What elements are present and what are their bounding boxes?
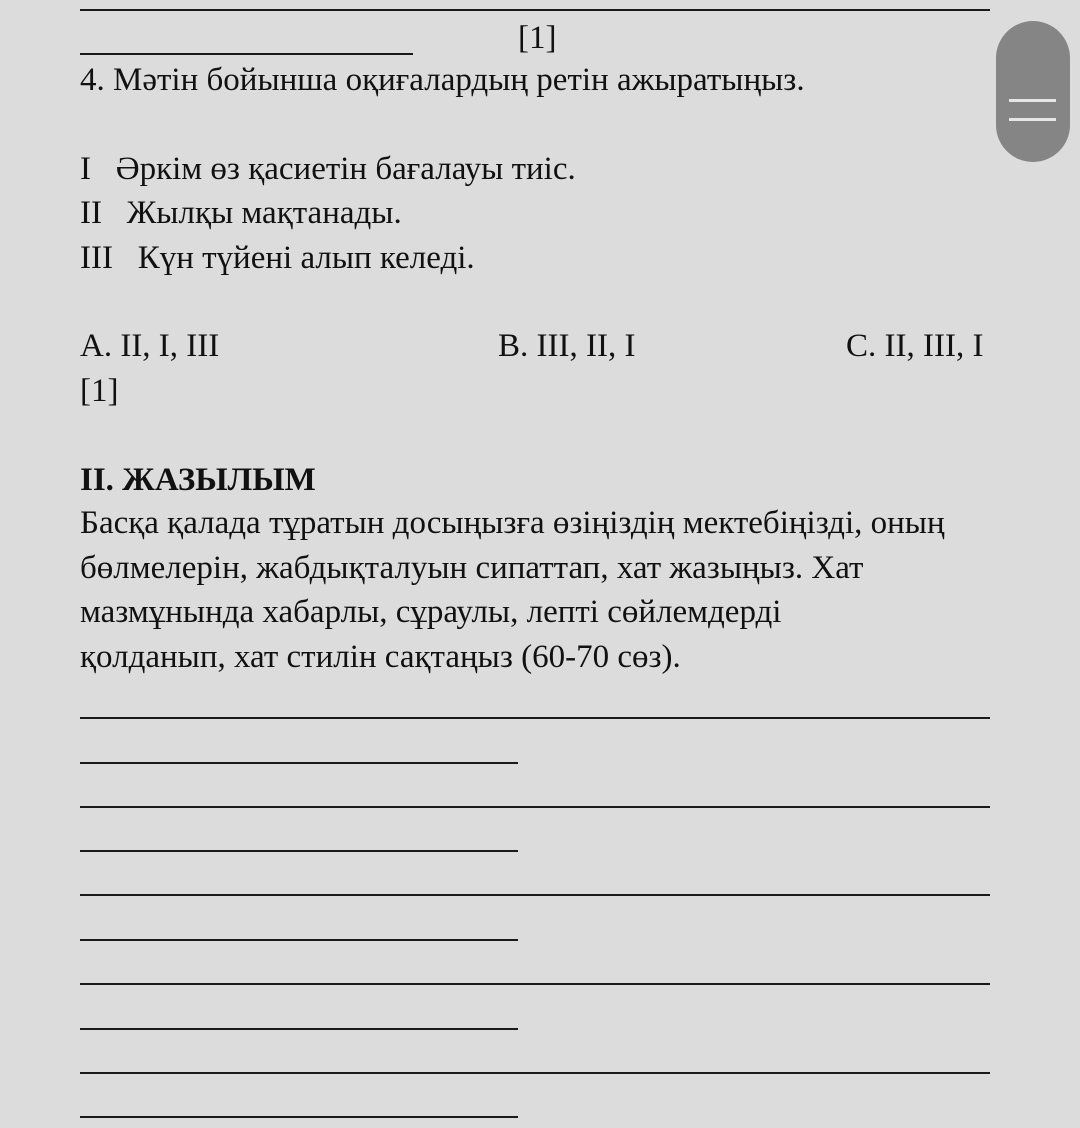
answer-line-short[interactable] — [80, 850, 518, 852]
answer-line-short[interactable] — [80, 762, 518, 764]
score-mark-q4: [1] — [80, 373, 119, 409]
answer-line-short[interactable] — [80, 939, 518, 941]
event-text: Күн түйені алып келеді. — [137, 240, 475, 276]
answer-line-top — [80, 9, 990, 11]
task-line: мазмұнында хабарлы, сұраулы, лепті сөйлемдерді — [80, 594, 782, 630]
event-number: III — [80, 240, 113, 276]
answer-line-long[interactable] — [80, 806, 990, 808]
answer-line-short[interactable] — [80, 1116, 518, 1118]
handle-grip-line — [1009, 118, 1056, 121]
option-b[interactable]: B. III, II, I — [498, 328, 636, 364]
task-line: қолданып, хат стилін сақтаңыз (60-70 сөз). — [80, 638, 681, 675]
event-item-2 — [80, 191, 402, 235]
writing-task-paragraph — [80, 501, 1010, 679]
option-c[interactable]: C. II, III, I — [846, 328, 984, 364]
event-number: II — [80, 195, 102, 231]
scroll-handle-icon[interactable] — [996, 21, 1070, 162]
event-item-3 — [80, 236, 475, 280]
answer-line-short[interactable] — [80, 1028, 518, 1030]
event-item-1 — [80, 147, 576, 191]
option-a[interactable]: A. II, I, III — [80, 328, 220, 364]
event-text: Әркім өз қасиетін бағалауы тиіс. — [115, 151, 576, 187]
section-heading-writing: II. ЖАЗЫЛЫМ — [80, 462, 316, 498]
answer-line-long[interactable] — [80, 983, 990, 985]
answer-line-long[interactable] — [80, 894, 990, 896]
task-line: Басқа қалада тұратын досыңызға өзіңіздің мектебіңізді, оның — [80, 505, 945, 541]
answer-line-long[interactable] — [80, 1072, 990, 1074]
question-4-prompt: 4. Мәтін бойынша оқиғалардың ретін ажыратыңыз. — [80, 62, 805, 98]
answer-line-short-top — [80, 53, 413, 55]
handle-grip-line — [1009, 99, 1056, 102]
score-mark-top: [1] — [518, 20, 557, 56]
event-number: I — [80, 151, 91, 187]
event-text: Жылқы мақтанады. — [126, 195, 402, 231]
task-line: бөлмелерін, жабдықталуын сипаттап, хат жазыңыз. Хат — [80, 549, 864, 586]
answer-line-long[interactable] — [80, 717, 990, 719]
